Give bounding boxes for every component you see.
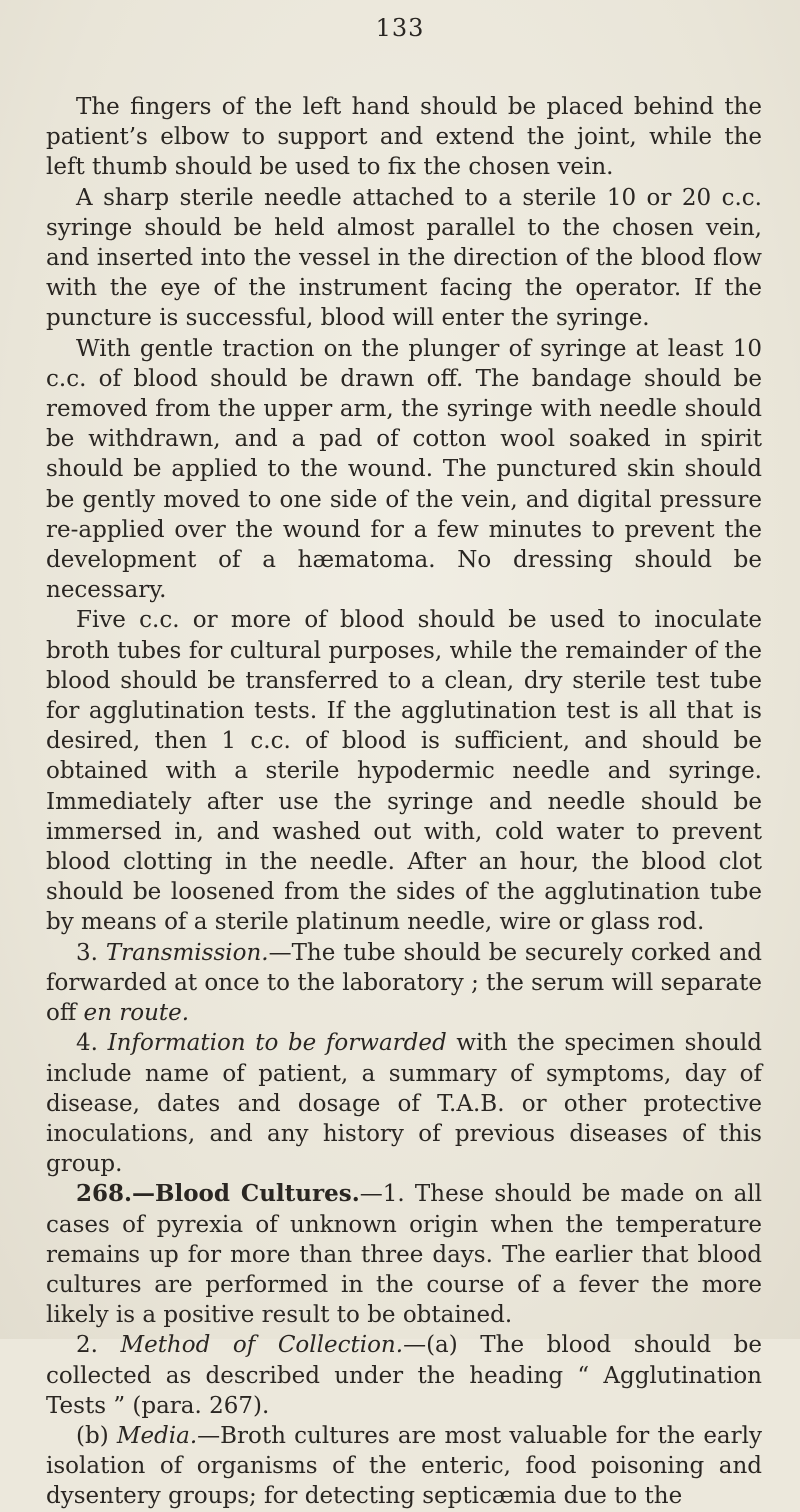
section-heading: Information to be forwarded	[107, 1030, 447, 1057]
page-number: 133	[375, 14, 425, 42]
section-heading: 268.—Blood Cultures.	[76, 1180, 360, 1208]
paragraph: (b) Media.—Broth cultures are most valuable for the early isolation of organisms of the enteric, food poisoning and dysentery groups; for detecting septicæmia due to the	[46, 1422, 762, 1510]
paragraph: 4. Information to be forwarded with the specimen should include name of patient, a summary of symptoms, day of disease, dates and dosage of T.A.B. or other protective inoculations, and any history of previous diseases of this group.	[46, 1030, 762, 1178]
paragraph: Five c.c. or more of blood should be used to inoculate broth tubes for cultural purposes, while the remainder of the blood should be transferred to a clean, dry sterile test tube for agglutination tests. If the agglutination test is all that is desired, then 1 c.c. of blood is sufficient, and should be obtained with a sterile hypodermic needle and syringe. Immediately after use the syringe and needle should be immersed in, and washed out with, cold water to prevent blood clotting in the needle. After an hour, the blood clot should be loosened from the sides of the agglutination tube by means of a sterile platinum needle, wire or glass rod.	[46, 607, 762, 936]
paragraph: With gentle traction on the plunger of syringe at least 10 c.c. of blood should be drawn off. The bandage should be removed from the upper arm, the syringe with needle should be withdrawn, and a pad of cotton wool soaked in spirit should be applied to the wound. The punctured skin should be gently moved to one side of the vein, and digital pressure re-applied over the wound for a few minutes to prevent the development of a hæmatoma. No dressing should be necessary.	[46, 335, 762, 604]
paragraph: 3. Transmission.—The tube should be securely corked and forwarded at once to the laboratory ; the serum will separate off en route.	[46, 939, 762, 1027]
paragraph: The fingers of the left hand should be placed behind the patient’s elbow to support and extend the joint, while the left thumb should be used to fix the chosen vein.	[46, 94, 762, 181]
paragraph: A sharp sterile needle attached to a sterile 10 or 20 c.c. syringe should be held almost parallel to the chosen vein, and inserted into the vessel in the direction of the blood flow with the eye of the instrument facing the operator. If the puncture is successful, blood will enter the syringe.	[46, 184, 762, 332]
section-heading: Media.	[116, 1422, 198, 1449]
body-text	[46, 92, 762, 1512]
section-heading: Method of Collection.	[120, 1332, 404, 1359]
section-heading: Transmission.	[105, 939, 269, 966]
paragraph: 268.—Blood Cultures.—1. These should be made on all cases of pyrexia of unknown origin when the temperature remains up for more than three days. The earlier that blood cultures are performed in the course of a fever the more likely is a positive result to be obtained.	[46, 1180, 762, 1329]
paragraph: 2. Method of Collection.—(a) The blood should be collected as described under the heading “ Agglutination Tests ” (para. 267).	[46, 1332, 762, 1419]
